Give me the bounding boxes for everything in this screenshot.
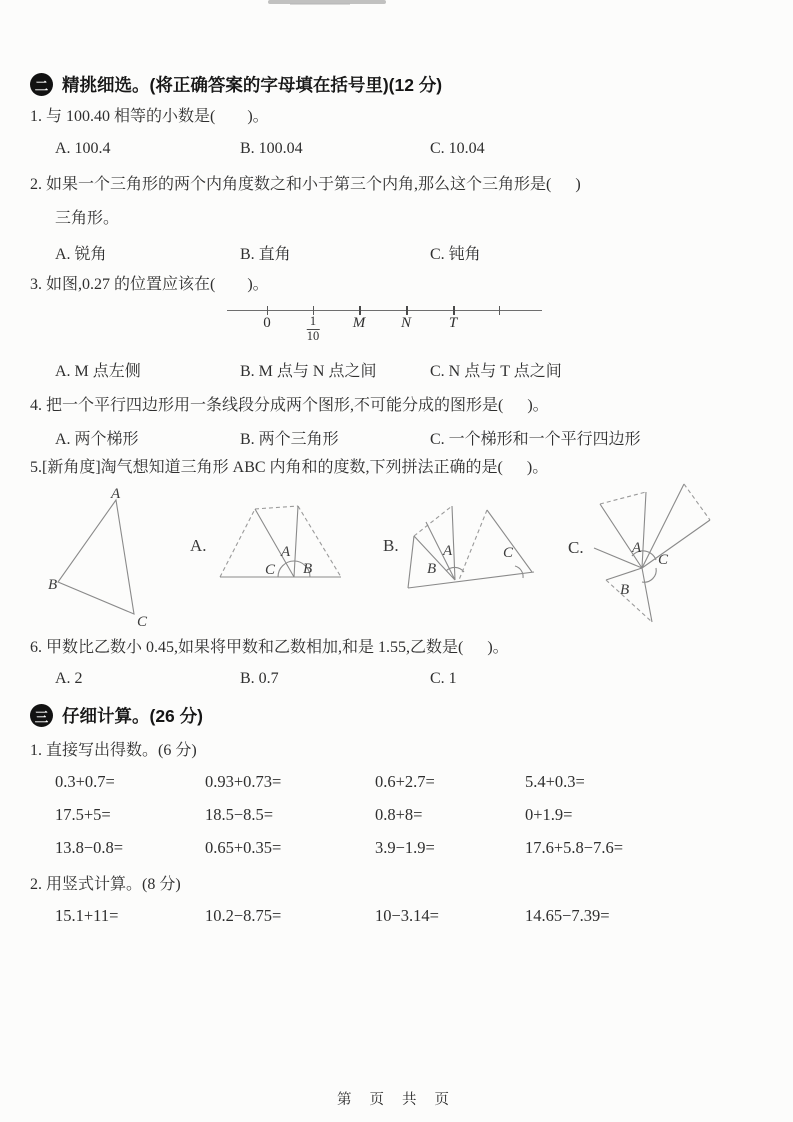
angle-c-label: C	[658, 552, 669, 568]
calc-expression: 14.65−7.39=	[525, 906, 610, 925]
calc-expression: 13.8−0.8=	[55, 838, 124, 857]
angle-b-label: B	[620, 582, 630, 598]
calc-expression: 0.8+8=	[375, 805, 423, 824]
tick-m	[359, 306, 361, 315]
label-m: M	[352, 315, 366, 331]
calc-row	[55, 772, 585, 792]
fraction-numerator: 1	[307, 315, 320, 330]
calc-expression: 15.1+11=	[55, 906, 119, 925]
question-4-text: 4. 把一个平行四边形用一条线段分成两个图形,不可能分成的图形是( )。	[30, 397, 549, 414]
calc-expression: 0+1.9=	[525, 805, 573, 824]
vertex-b-label: B	[48, 577, 58, 593]
calc-row	[55, 906, 610, 926]
vertex-c-label: C	[137, 614, 148, 628]
option-c: C. 10.04	[430, 140, 485, 157]
question-6-text: 6. 甲数比乙数小 0.45,如果将甲数和乙数相加,和是 1.55,乙数是( )。	[30, 639, 509, 656]
figure-option-c	[590, 476, 720, 626]
calc-expression: 18.5−8.5=	[205, 805, 274, 824]
scan-artifact	[290, 3, 350, 5]
angle-a-label: A	[632, 540, 642, 556]
calc-sub2-title: 2. 用竖式计算。(8 分)	[30, 876, 181, 893]
label-n: N	[400, 315, 412, 331]
section-choice-header	[30, 72, 442, 97]
option-c: C. 1	[430, 670, 457, 687]
option-a: A. 100.4	[55, 140, 111, 157]
figure-option-a	[215, 497, 345, 589]
calc-expression: 10−3.14=	[375, 906, 439, 925]
figure-option-a-label: A.	[190, 536, 207, 555]
calc-expression: 5.4+0.3=	[525, 772, 585, 791]
angle-c-label: C	[265, 562, 276, 578]
tick-n	[406, 306, 408, 315]
calc-row	[55, 838, 623, 858]
calc-expression: 0.3+0.7=	[55, 772, 115, 791]
option-c: C. 钝角	[430, 246, 481, 263]
question-5-text: 5.[新角度]淘气想知道三角形 ABC 内角和的度数,下列拼法正确的是( )。	[30, 459, 549, 476]
calc-expression: 0.93+0.73=	[205, 772, 282, 791]
option-b: B. 两个三角形	[240, 431, 339, 448]
section-three-icon: 三	[30, 704, 53, 727]
number-line-figure	[227, 300, 542, 352]
angle-a-label: A	[443, 543, 453, 559]
calc-expression: 17.6+5.8−7.6=	[525, 838, 624, 857]
vertex-a-label: A	[111, 486, 121, 502]
option-a: A. 2	[55, 670, 83, 687]
question-1-text: 1. 与 100.40 相等的小数是( )。	[30, 108, 269, 125]
number-line-axis	[227, 310, 542, 311]
fraction-denominator: 10	[306, 328, 320, 343]
option-b: B. 100.04	[240, 140, 303, 157]
option-a: A. M 点左侧	[55, 363, 141, 380]
calc-expression: 0.6+2.7=	[375, 772, 435, 791]
calc-expression: 0.65+0.35=	[205, 838, 282, 857]
tick-zero	[267, 306, 268, 315]
section-choice-title: 精挑细选。(将正确答案的字母填在括号里)(12 分)	[62, 75, 443, 95]
label-one-tenth-fraction	[307, 315, 320, 344]
calc-expression: 10.2−8.75=	[205, 906, 282, 925]
label-zero: 0	[263, 315, 271, 331]
tick-unlabeled	[499, 306, 500, 315]
calc-sub1-title: 1. 直接写出得数。(6 分)	[30, 742, 197, 759]
question-3-options	[55, 358, 562, 381]
option-b: B. M 点与 N 点之间	[240, 363, 377, 380]
angle-a-label: A	[281, 544, 291, 560]
angle-b-label: B	[427, 561, 437, 577]
section-two-icon: 二	[30, 73, 53, 96]
calc-row	[55, 805, 573, 825]
section-calc-header	[30, 703, 203, 728]
question-4-options	[55, 426, 641, 449]
triangle-abc-figure	[48, 486, 153, 628]
angle-b-label: B	[303, 561, 313, 577]
question-2-options	[55, 241, 481, 264]
figure-option-b-label: B.	[383, 536, 399, 555]
calc-expression: 17.5+5=	[55, 805, 111, 824]
section-calc-title: 仔细计算。(26 分)	[62, 706, 203, 726]
option-a: A. 锐角	[55, 246, 107, 263]
question-6-options	[55, 670, 457, 688]
question-2-text-cont: 三角形。	[55, 210, 120, 227]
figure-option-c-label: C.	[568, 538, 584, 557]
question-2-text: 2. 如果一个三角形的两个内角度数之和小于第三个内角,那么这个三角形是( )	[30, 176, 581, 193]
question-3-text: 3. 如图,0.27 的位置应该在( )。	[30, 276, 269, 293]
option-b: B. 0.7	[240, 670, 279, 687]
question-1-options	[55, 140, 485, 158]
figure-option-b	[402, 492, 542, 600]
label-t: T	[448, 315, 458, 331]
calc-expression: 3.9−1.9=	[375, 838, 435, 857]
tick-t	[453, 306, 455, 315]
option-b: B. 直角	[240, 246, 291, 263]
option-c: C. 一个梯形和一个平行四边形	[430, 431, 641, 448]
option-c: C. N 点与 T 点之间	[430, 363, 562, 380]
angle-c-label: C	[503, 545, 514, 561]
page-footer: 第 页 共 页	[336, 1092, 457, 1108]
option-a: A. 两个梯形	[55, 431, 139, 448]
